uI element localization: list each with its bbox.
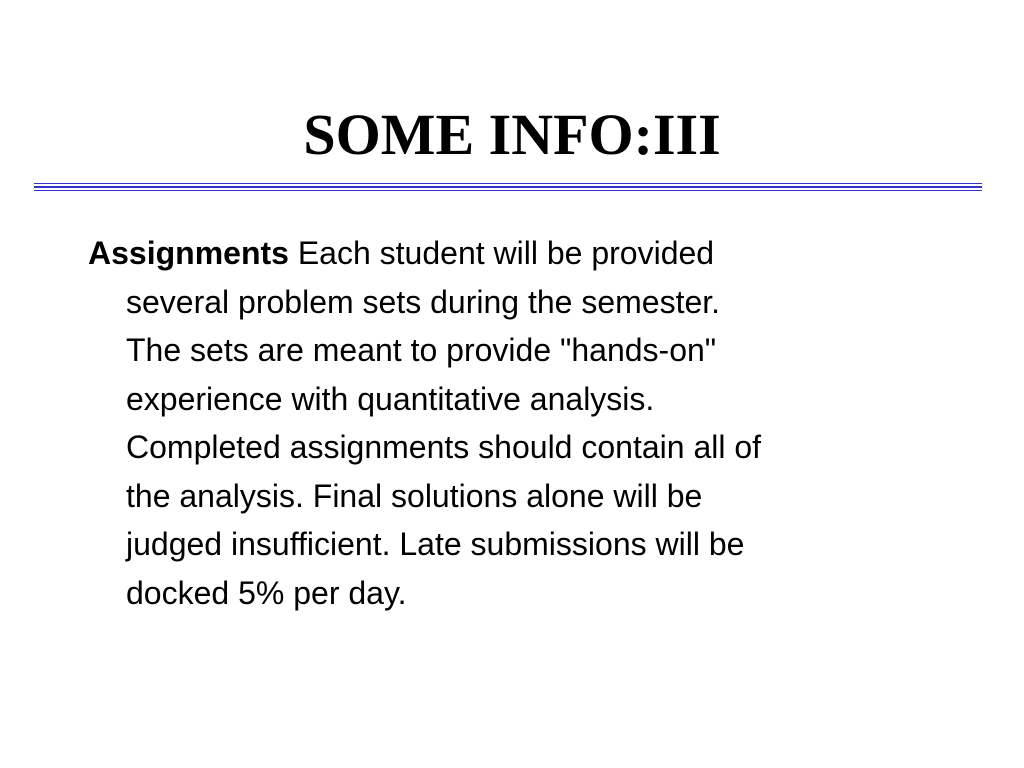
divider-line-top — [34, 183, 982, 184]
slide-title: SOME INFO:III — [303, 102, 721, 167]
divider-line-middle — [34, 186, 982, 188]
paragraph-line-6: the analysis. Final solutions alone will be — [126, 477, 703, 514]
paragraph-line-3: The sets are meant to provide "hands-on" — [126, 332, 717, 368]
paragraph-line-1: Each student will be provided — [297, 235, 715, 271]
paragraph-line-8: docked 5% per day. — [126, 574, 407, 611]
assignments-term: Assignments — [88, 235, 289, 271]
divider-line-bottom — [34, 190, 982, 191]
title-divider — [34, 183, 982, 191]
paragraph-line-4: experience with quantitative analysis. — [126, 380, 655, 417]
paragraph-line-5: Completed assignments should contain all of — [126, 429, 762, 465]
paragraph-line-2: several problem sets during the semester. — [126, 283, 721, 320]
assignments-paragraph — [88, 229, 986, 617]
paragraph-line-7: judged insufficient. Late submissions will be — [126, 526, 745, 562]
